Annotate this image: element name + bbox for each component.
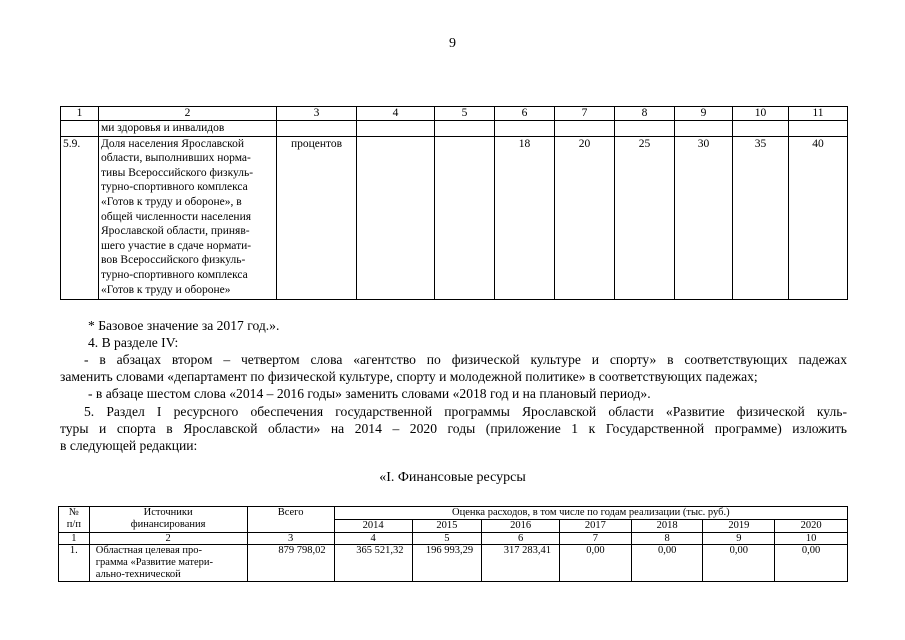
year-value: 317 283,41 (482, 545, 560, 581)
year-value: 0,00 (631, 545, 703, 581)
column-number: 3 (277, 107, 357, 121)
header-year: 2016 (482, 519, 560, 532)
column-number: 8 (615, 107, 675, 121)
column-number: 7 (560, 532, 632, 545)
column-number: 3 (247, 532, 334, 545)
value-cell (357, 136, 435, 300)
header-year: 2018 (631, 519, 703, 532)
value-cell: 20 (555, 136, 615, 300)
value-cell: 25 (615, 136, 675, 300)
column-number: 8 (631, 532, 703, 545)
column-number: 9 (703, 532, 775, 545)
indicator-description: Доля населения Ярославской области, выполнивших норма- тивы Всероссийского физкуль- турно-спортивного комплекса «Готов к труду и обороне», в общей численности населения Ярославской области, приняв- шего участие в сдаче нормати- вов Всероссийского физкуль- турно-спортивного комплекса «Готов к труду и обороне» (99, 136, 277, 300)
row-number: 1. (59, 545, 90, 581)
value-cell: 18 (495, 136, 555, 300)
column-number: 2 (89, 532, 247, 545)
paragraph-4b: - в абзаце шестом слова «2014 – 2016 годы» заменить словами «2018 год и на плановый период». (88, 386, 651, 401)
year-value: 365 521,32 (334, 545, 412, 581)
column-number: 1 (59, 532, 90, 545)
column-number: 9 (675, 107, 733, 121)
paragraph-4: 4. В разделе IV: (88, 335, 179, 350)
financial-resources-table (58, 506, 848, 582)
column-number: 6 (495, 107, 555, 121)
year-value: 196 993,29 (412, 545, 482, 581)
table-header-row (59, 507, 848, 520)
paragraph-4a-cont: заменить словами «департамент по физической культуре, спорту и молодежной политике» в соответствующих падежах; (60, 369, 758, 384)
column-number: 10 (733, 107, 789, 121)
paragraph-4a: - в абзацах втором – четвертом слова «агентство по физической культуре и спорту» в соответствующих падежах (84, 352, 847, 367)
paragraph-5-line2: туры и спорта в Ярославской области» на 2014 – 2020 годы (приложение 1 к Государственной программе) изложить (60, 421, 847, 436)
total-value: 879 798,02 (247, 545, 334, 581)
table-header-row (61, 107, 848, 121)
paragraph-5-line1: 5. Раздел I ресурсного обеспечения государственной программы Ярославской области «Развитие физической куль- (84, 404, 847, 419)
column-number: 5 (435, 107, 495, 121)
row-number: 5.9. (61, 136, 99, 300)
page-number: 9 (449, 36, 456, 51)
column-number: 7 (555, 107, 615, 121)
continuation-text: ми здоровья и инвалидов (99, 121, 277, 137)
header-year: 2014 (334, 519, 412, 532)
year-value: 0,00 (560, 545, 632, 581)
header-year: 2019 (703, 519, 775, 532)
table-row (61, 136, 848, 300)
header-source: Источники финансирования (89, 507, 247, 533)
header-total: Всего (247, 507, 334, 533)
unit-cell: процентов (277, 136, 357, 300)
header-estimate: Оценка расходов, в том числе по годам реализации (тыс. руб.) (334, 507, 847, 520)
value-cell (435, 136, 495, 300)
column-number: 6 (482, 532, 560, 545)
year-value: 0,00 (775, 545, 848, 581)
header-year: 2020 (775, 519, 848, 532)
indicators-table (60, 106, 848, 300)
header-number: № п/п (59, 507, 90, 533)
source-name: Областная целевая про- грамма «Развитие матери- ально-технической (89, 545, 247, 581)
column-number: 5 (412, 532, 482, 545)
column-number: 11 (789, 107, 848, 121)
value-cell: 40 (789, 136, 848, 300)
header-year: 2017 (560, 519, 632, 532)
column-number: 4 (357, 107, 435, 121)
year-value: 0,00 (703, 545, 775, 581)
column-number-row (59, 532, 848, 545)
value-cell: 35 (733, 136, 789, 300)
table-row (59, 545, 848, 581)
header-year: 2015 (412, 519, 482, 532)
column-number: 2 (99, 107, 277, 121)
footnote: * Базовое значение за 2017 год.». (88, 318, 280, 333)
column-number: 10 (775, 532, 848, 545)
column-number: 4 (334, 532, 412, 545)
column-number: 1 (61, 107, 99, 121)
section-title: «I. Финансовые ресурсы (379, 470, 526, 485)
table-row (61, 121, 848, 137)
value-cell: 30 (675, 136, 733, 300)
paragraph-5-line3: в следующей редакции: (60, 438, 198, 453)
